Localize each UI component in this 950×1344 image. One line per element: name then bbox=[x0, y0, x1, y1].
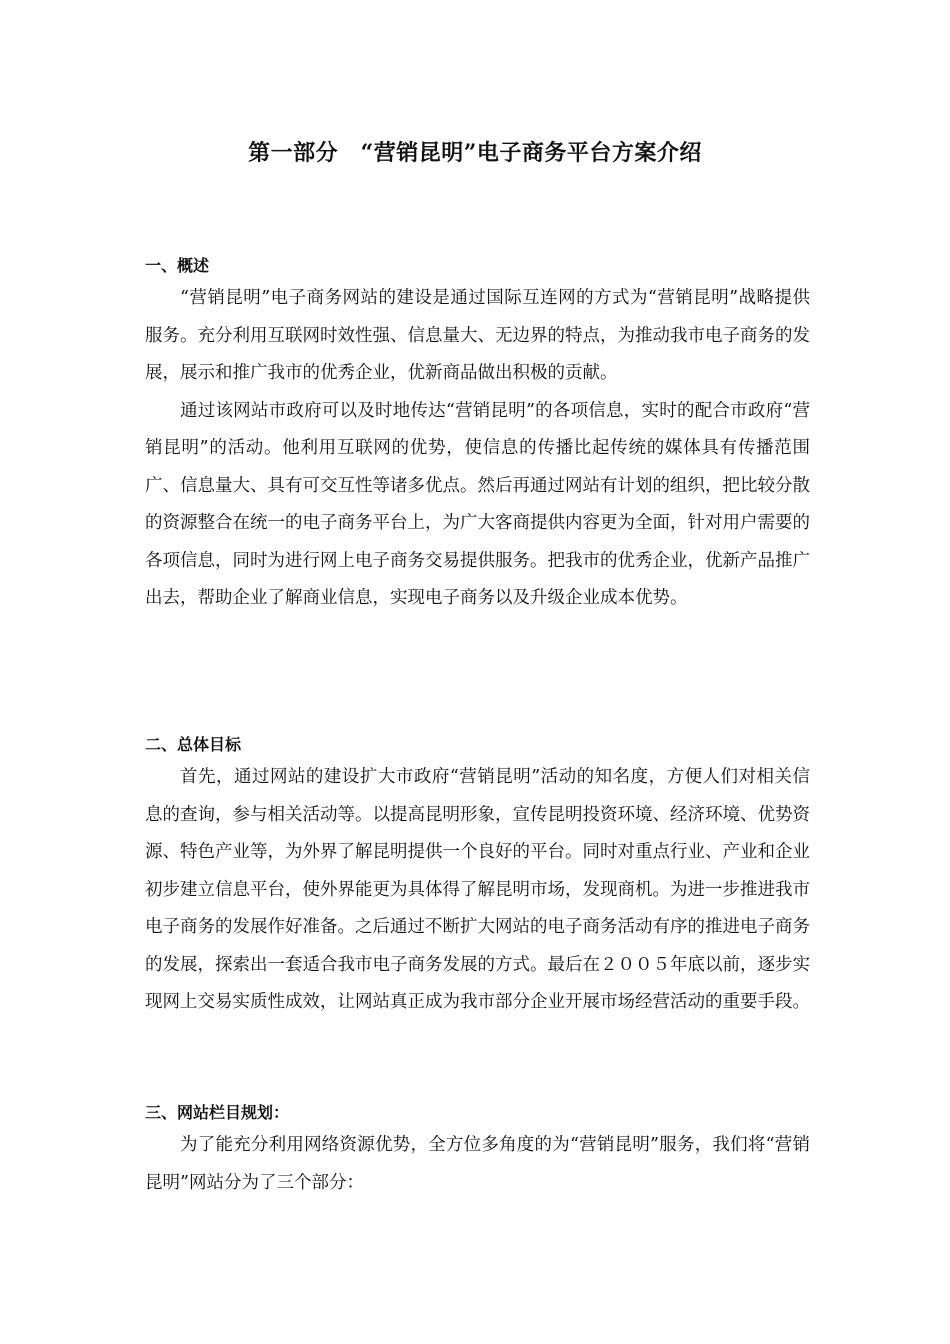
paragraph: 为了能充分利用网络资源优势，全方位多角度的为“营销昆明”服务，我们将“营销昆明”网站分为了三个部分： bbox=[145, 1135, 810, 1193]
section-site-columns bbox=[145, 1101, 810, 1202]
paragraph: 首先，通过网站的建设扩大市政府“营销昆明”活动的知名度，方便人们对相关信息的查询，参与相关活动等。以提高昆明形象，宣传昆明投资环境、经济环境、优势资源、特色产业等，为外界了解昆明提供一个良好的平台。同时对重点行业、产业和企业初步建立信息平台，使外界能更为具体得了解昆明市场，发现商机。为进一步推进我市电子商务的发展作好准备。之后通过不断扩大网站的电子商务活动有序的推进电子商务的发展，探索出一套适合我市电子商务发展的方式。最后在２００５年底以前，逐步实现网上交易实质性成效，让网站真正成为我市部分企业开展市场经营活动的重要手段。 bbox=[145, 767, 810, 1012]
section-heading: 三、网站栏目规划： bbox=[145, 1103, 290, 1122]
section-heading: 二、总体目标 bbox=[145, 735, 242, 754]
document-title: 第一部分 “营销昆明”电子商务平台方案介绍 bbox=[248, 140, 702, 166]
paragraph: 通过该网站市政府可以及时地传达“营销昆明”的各项信息，实时的配合市政府“营销昆明”的活动。他利用互联网的优势，使信息的传播比起传统的媒体具有传播范围广、信息量大、具有可交互性等诸多优点。然后再通过网站有计划的组织，把比较分散的资源整合在统一的电子商务平台上，为广大客商提供内容更为全面，针对用户需要的各项信息，同时为进行网上电子商务交易提供服务。把我市的优秀企业，优新产品推广出去，帮助企业了解商业信息，实现电子商务以及升级企业成本优势。 bbox=[145, 400, 810, 608]
paragraph: “营销昆明”电子商务网站的建设是通过国际互连网的方式为“营销昆明”战略提供服务。充分利用互联网时效性强、信息量大、无边界的特点，为推动我市电子商务的发展，展示和推广我市的优秀企业，优新商品做出积极的贡献。 bbox=[145, 288, 810, 383]
section-heading: 一、概述 bbox=[145, 256, 210, 275]
section-overall-goals bbox=[145, 733, 810, 1022]
section-overview bbox=[145, 254, 810, 618]
